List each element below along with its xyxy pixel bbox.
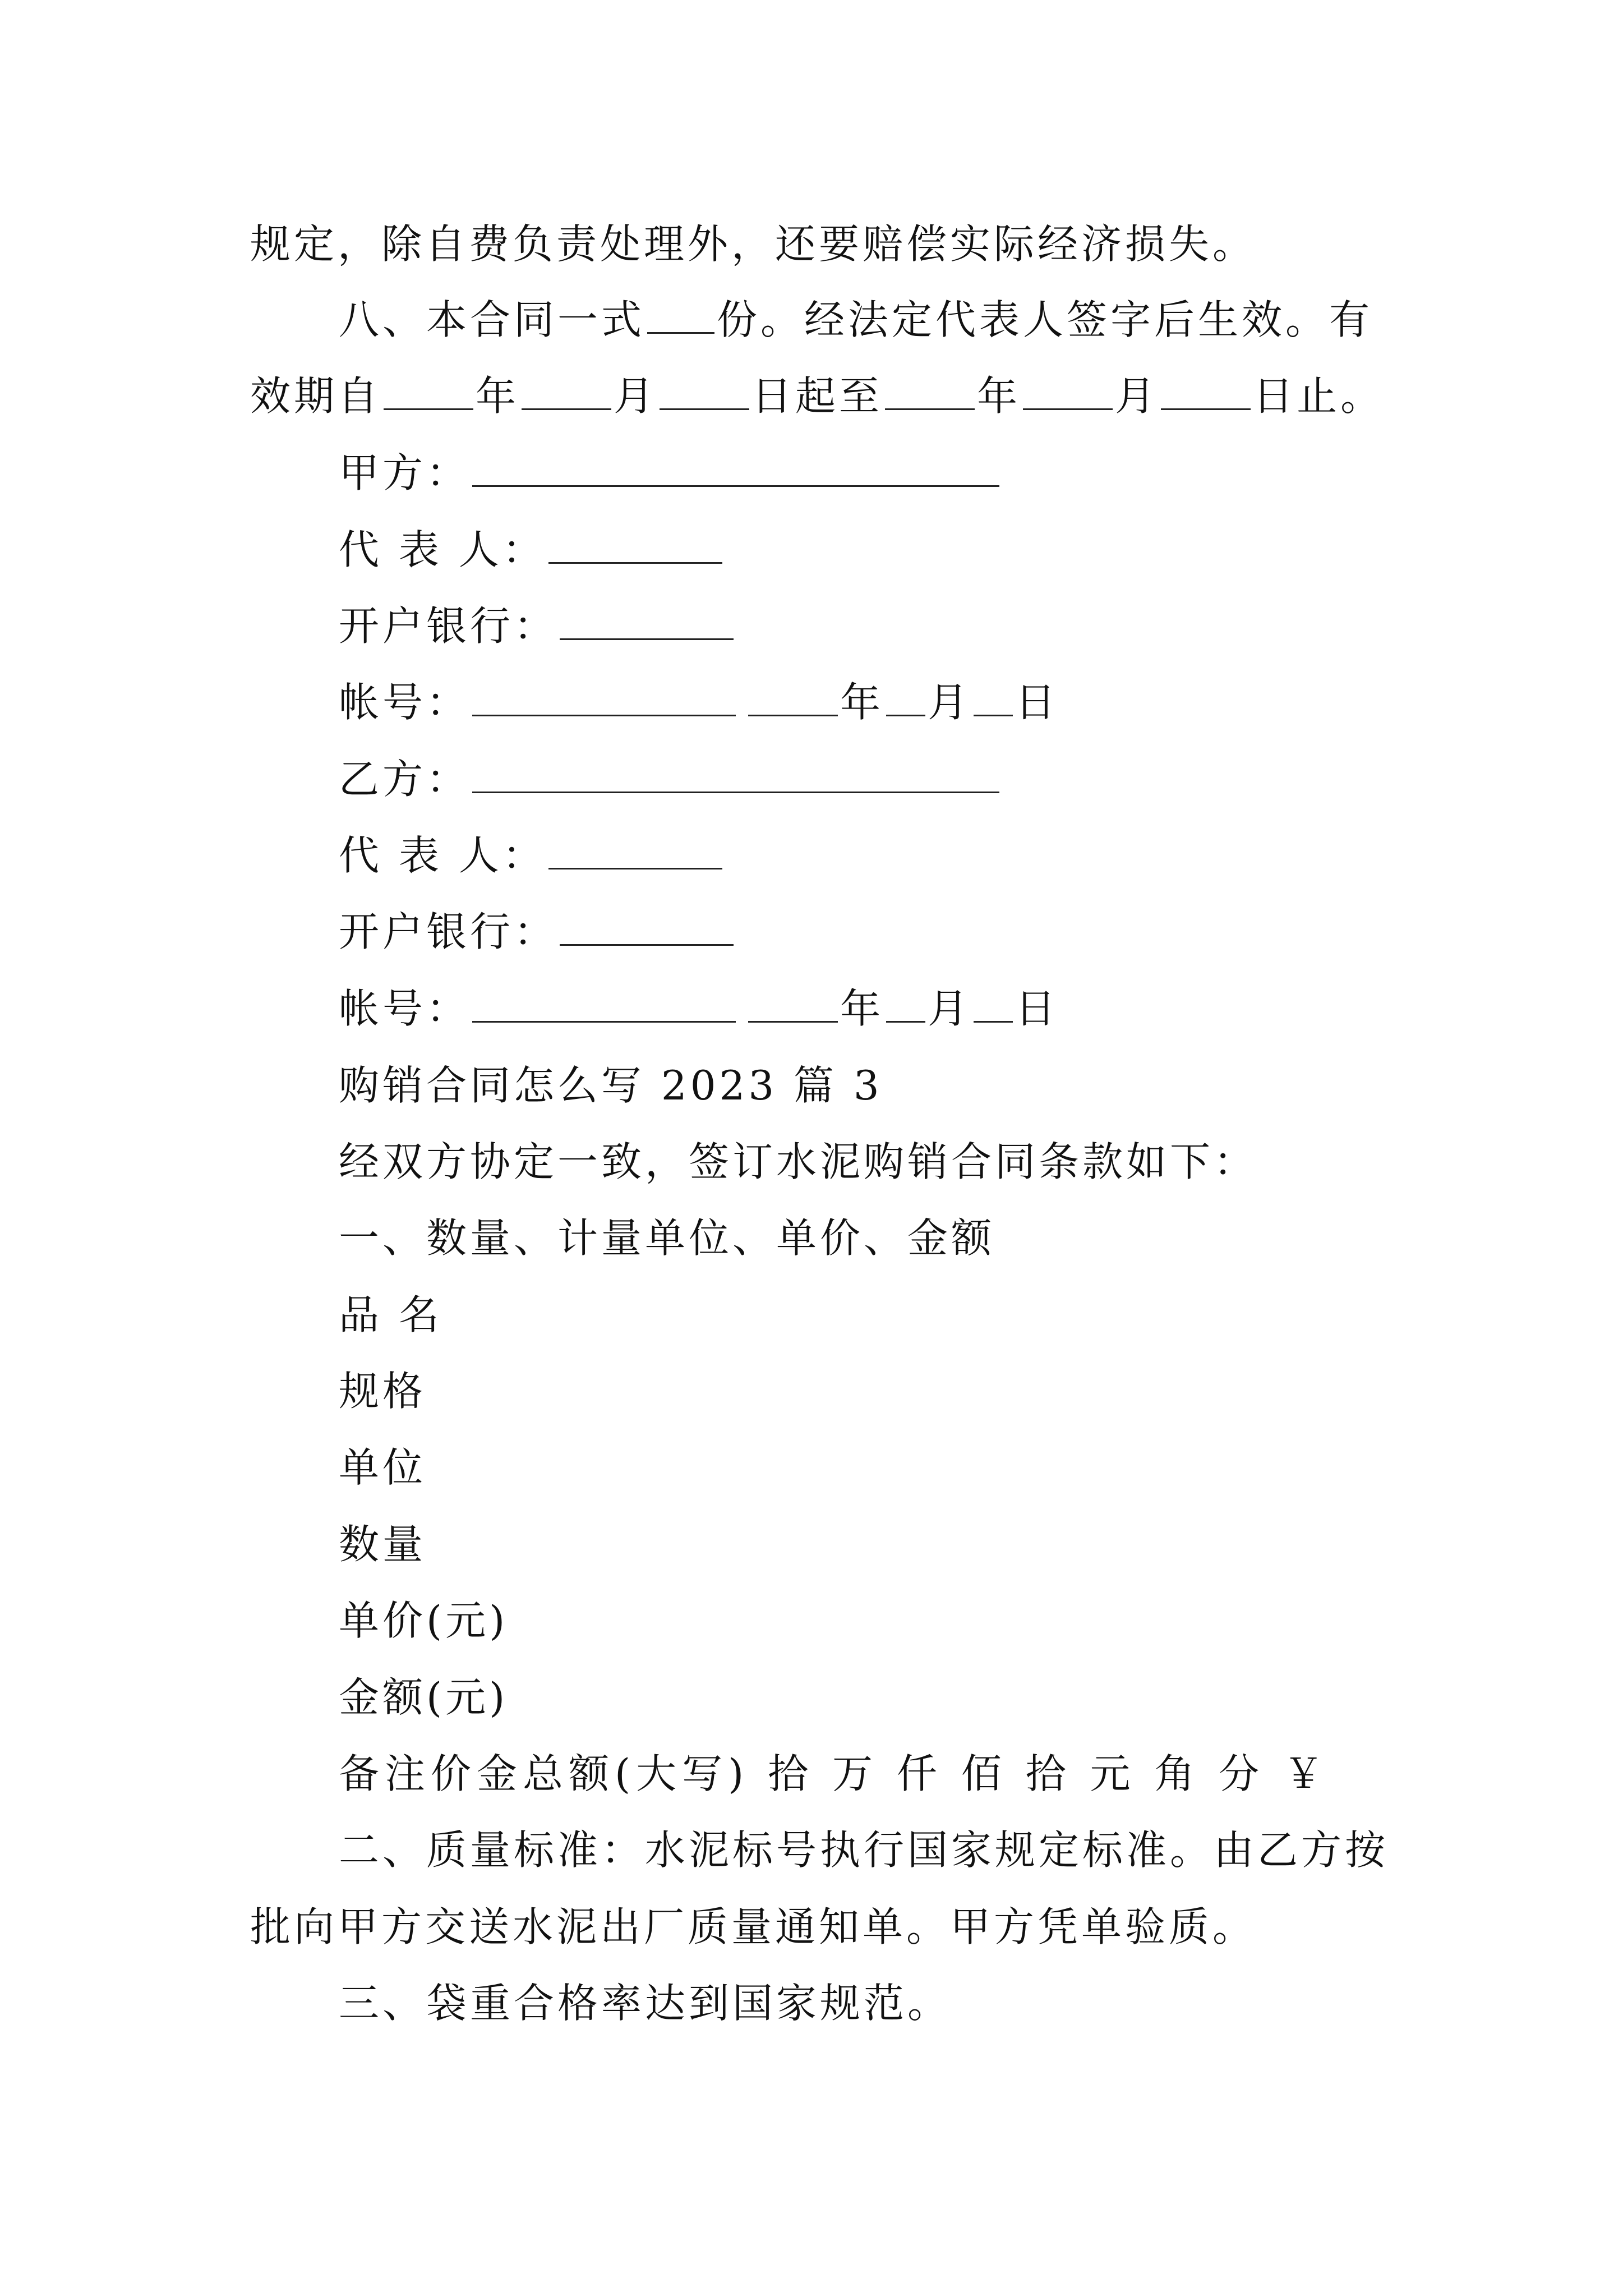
party-a-bank-label: 开户银行：: [339, 602, 558, 650]
field-unit: 单位: [339, 1444, 427, 1491]
party-b-bank-line: [339, 904, 736, 960]
end-year-label: 年: [977, 372, 1021, 420]
start-month-label: 月: [614, 372, 658, 420]
start-month-blank: [522, 374, 611, 410]
party-b-month-blank: [886, 986, 925, 1023]
end-month-label: 月: [1115, 372, 1159, 420]
party-b-account-label: 帐号：: [339, 985, 471, 1032]
party-b-year-label: 年: [840, 985, 884, 1032]
party-a-year-blank: [748, 680, 838, 716]
party-a-account-line: [339, 674, 1059, 730]
party-b-day-blank: [974, 986, 1013, 1023]
field-quantity: 数量: [339, 1521, 427, 1568]
party-b-bank-label: 开户银行：: [339, 908, 558, 955]
party-b-account-blank: [472, 986, 736, 1023]
clause-8-text-b: 份。经法定代表人签字后生效。有: [717, 296, 1373, 343]
party-a-line: [339, 445, 1002, 501]
party-a-rep-line: [339, 522, 725, 578]
party-a-day-blank: [974, 680, 1013, 716]
total-amount-line: 备注价金总额(大写) 拾 万 仟 佰 拾 元 角 分 ￥: [339, 1750, 1330, 1797]
party-a-year-label: 年: [840, 679, 884, 726]
end-year-blank: [885, 374, 975, 410]
party-a-account-blank: [472, 680, 736, 716]
party-b-account-line: [339, 981, 1059, 1037]
clause-8-text-a: 八、本合同一式: [339, 296, 645, 343]
end-day-suffix: 日止。: [1253, 372, 1385, 420]
party-b-label: 乙方：: [339, 756, 471, 803]
party-a-month-label: 月: [928, 679, 972, 726]
item-3-line: 三、袋重合格率达到国家规范。: [339, 1980, 952, 2027]
field-amount: 金额(元): [339, 1674, 509, 1721]
party-a-label: 甲方：: [339, 449, 471, 496]
start-year-blank: [384, 374, 473, 410]
party-b-line: [339, 751, 1002, 807]
item-2-line-2: 批向甲方交送水泥出厂质量通知单。甲方凭单验质。: [250, 1903, 1257, 1950]
party-a-account-label: 帐号：: [339, 679, 471, 726]
copies-blank: [647, 297, 714, 334]
party-b-blank: [472, 757, 999, 793]
party-b-rep-blank: [548, 833, 722, 869]
party-a-bank-blank: [560, 604, 734, 640]
item-2-line-1: 二、质量标准：水泥标号执行国家规定标准。由乙方按: [339, 1826, 1389, 1874]
party-b-rep-line: [339, 827, 725, 884]
item-1-title: 一、数量、计量单位、单价、金额: [339, 1214, 995, 1262]
party-a-month-blank: [886, 680, 925, 716]
end-day-blank: [1161, 374, 1251, 410]
clause-8-text-c: 效期自: [250, 372, 382, 420]
end-month-blank: [1023, 374, 1113, 410]
party-b-month-label: 月: [928, 985, 972, 1032]
clause-8-line-2: [250, 368, 1384, 424]
field-specification: 规格: [339, 1368, 427, 1415]
section-title: 购销合同怎么写 2023 篇 3: [339, 1062, 883, 1109]
party-a-day-label: 日: [1015, 679, 1059, 726]
paragraph-line-1: 规定，除自费负责处理外，还要赔偿实际经济损失。: [250, 220, 1257, 268]
party-a-rep-label: 代 表 人：: [339, 526, 546, 573]
party-b-day-label: 日: [1015, 985, 1059, 1032]
party-b-year-blank: [748, 986, 838, 1023]
start-year-label: 年: [476, 372, 520, 420]
clause-8-line-1: [339, 292, 1373, 348]
start-day-suffix: 日起至: [751, 372, 883, 420]
start-day-blank: [660, 374, 749, 410]
party-a-blank: [472, 450, 999, 487]
field-product-name: 品 名: [339, 1291, 442, 1338]
field-unit-price: 单价(元): [339, 1597, 509, 1644]
party-b-bank-blank: [560, 909, 734, 946]
party-a-rep-blank: [548, 527, 722, 564]
party-a-bank-line: [339, 598, 736, 654]
intro-line: 经双方协定一致，签订水泥购销合同条款如下：: [339, 1138, 1258, 1185]
party-b-rep-label: 代 表 人：: [339, 832, 546, 879]
